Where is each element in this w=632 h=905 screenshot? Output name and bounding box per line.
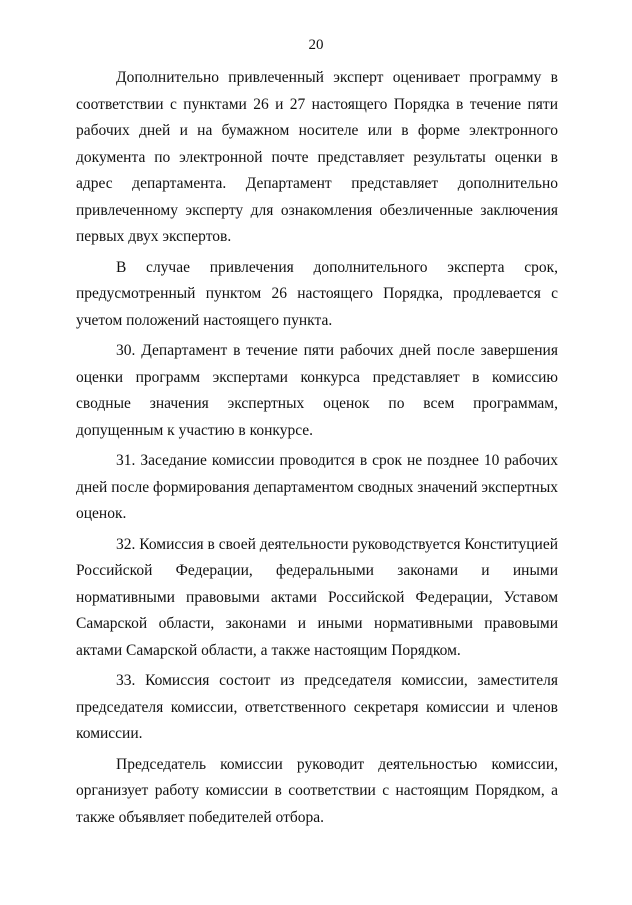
paragraph-item-33: 33. Комиссия состоит из председателя комиссии, заместителя председателя комиссии, ответственного секретаря комиссии и членов комиссии.: [76, 672, 558, 742]
paragraph-deadline-extension: В случае привлечения дополнительного эксперта срок, предусмотренный пунктом 26 настоящего Порядка, продлевается с учетом положений настоящего пункта.: [76, 258, 558, 329]
paragraph-item-32: 32. Комиссия в своей деятельности руководствуется Конституцией Российской Федерации, федеральными законами и иными нормативными правовыми актами Российской Федерации, Уставом Самарской области, законами и иными нормативными правовыми актами Самарской области, а также настоящим Порядком.: [76, 535, 558, 659]
paragraph-item-31: 31. Заседание комиссии проводится в срок не позднее 10 рабочих дней после формирования департаментом сводных значений экспертных оценок.: [76, 452, 558, 522]
paragraph-chairman-duties: Председатель комиссии руководит деятельностью комиссии, организует работу комиссии в соответствии с настоящим Порядком, а также объявляет победителей отбора.: [76, 755, 558, 826]
paragraph-item-30: 30. Департамент в течение пяти рабочих дней после завершения оценки программ экспертами конкурса представляет в комиссию сводные значения экспертных оценок по всем программам, допущенным к участию в конкурсе.: [76, 342, 558, 439]
document-body: [76, 65, 558, 831]
paragraph-expert-evaluation: Дополнительно привлеченный эксперт оценивает программу в соответствии с пунктами 26 и 27 настоящего Порядка в течение пяти рабочих дней и на бумажном носителе или в форме электронного документа по электронной почте представляет результаты оценки в адрес департамента. Департамент представляет дополнительно привлеченному эксперту для ознакомления обезличенные заключения первых двух экспертов.: [76, 69, 558, 245]
page-number: 20: [308, 37, 324, 53]
